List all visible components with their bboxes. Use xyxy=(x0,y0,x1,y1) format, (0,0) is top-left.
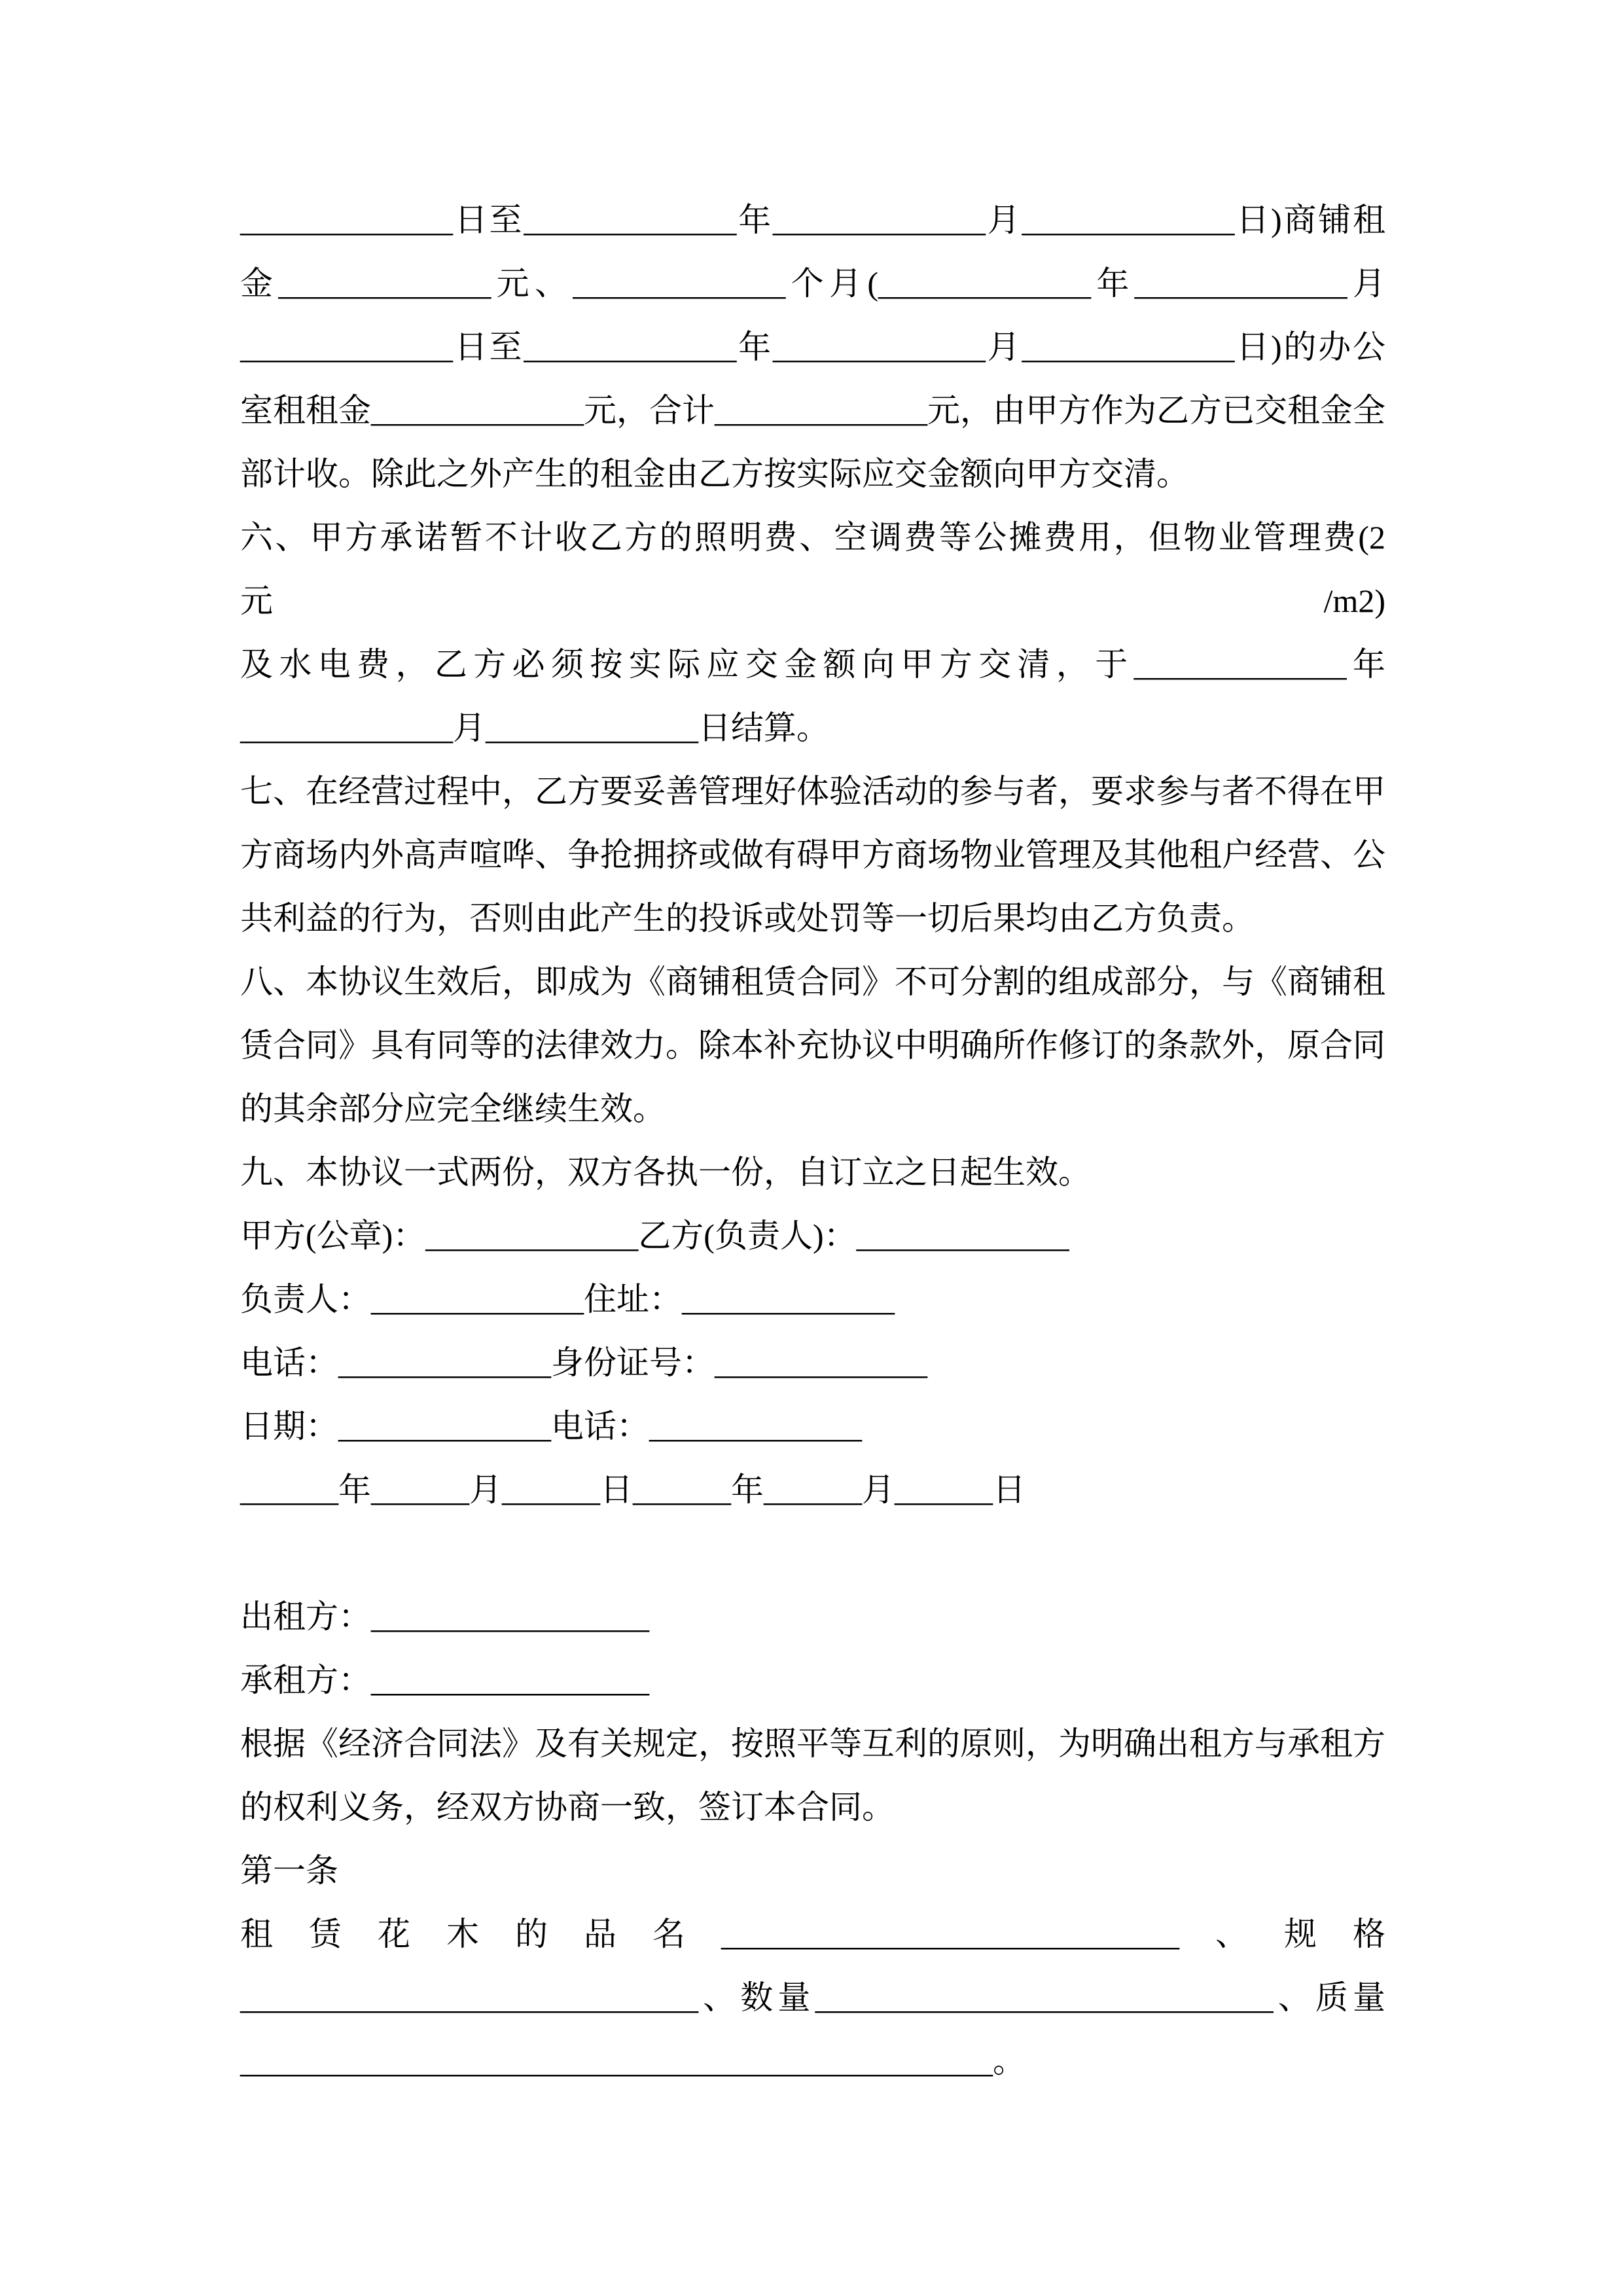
line-office-rent-total: 室租租金_____________元，合计_____________元，由甲方作为乙方已交租金全 xyxy=(240,392,1385,429)
line-phone-id-number: 电话：_____________身份证号：_____________ xyxy=(240,1344,927,1381)
line-clause-six-cont: 及水电费，乙方必须按实际应交金额向甲方交清，于_____________年 xyxy=(240,646,1385,683)
line-clause-eight-end: 的其余部分应完全继续生效。 xyxy=(240,1090,666,1127)
line-quality-blank-end: ______________________________________________。 xyxy=(240,2043,1026,2079)
line-clause-eight: 八、本协议生效后，即成为《商铺租赁合同》不可分割的组成部分，与《商铺租 xyxy=(240,963,1385,1000)
line-shop-rent-period: _____________日至_____________年_____________月_____________日)商铺租 xyxy=(240,202,1385,238)
line-clause-seven-end: 共利益的行为，否则由此产生的投诉或处罚等一切后果均由乙方负责。 xyxy=(240,900,1255,937)
line-rent-settlement: 部计收。除此之外产生的租金由乙方按实际应交金额向甲方交清。 xyxy=(240,456,1189,492)
line-office-rent-period: _____________日至_____________年_____________月_____________日)的办公 xyxy=(240,329,1385,365)
line-quantity-quality: ____________________________、数量____________________________、质量 xyxy=(240,1979,1385,2016)
line-lessee: 承租方：_________________ xyxy=(240,1662,649,1698)
line-date-phone: 日期：_____________电话：_____________ xyxy=(240,1408,862,1444)
line-plant-name-spec: 租赁花木的品名____________________________、规格 xyxy=(240,1916,1385,1952)
line-clause-seven-cont: 方商场内外高声喧哗、争抢拥挤或做有碍甲方商场物业管理及其他租户经营、公 xyxy=(240,836,1385,873)
line-shop-rent-amount: 金_____________元、_____________个月(_____________年_____________月 xyxy=(240,265,1385,302)
line-lessor: 出租方：_________________ xyxy=(240,1598,649,1635)
line-clause-six: 六、甲方承诺暂不计收乙方的照明费、空调费等公摊费用，但物业管理费(2 元/m2) xyxy=(240,519,1385,619)
line-clause-nine: 九、本协议一式两份，双方各执一份，自订立之日起生效。 xyxy=(240,1154,1091,1191)
line-clause-seven: 七、在经营过程中，乙方要妥善管理好体验活动的参与者，要求参与者不得在甲 xyxy=(240,773,1385,810)
line-party-a-party-b-sign: 甲方(公章)：_____________乙方(负责人)：_____________ xyxy=(240,1217,1069,1254)
line-article-one-heading: 第一条 xyxy=(240,1852,338,1889)
line-preamble-end: 的权利义务，经双方协商一致，签订本合同。 xyxy=(240,1789,895,1825)
line-clause-eight-cont: 赁合同》具有同等的法律效力。除本补充协议中明确所作修订的条款外，原合同 xyxy=(240,1027,1385,1064)
line-clause-six-end: _____________月_____________日结算。 xyxy=(240,709,829,746)
line-principal-address: 负责人：_____________住址：_____________ xyxy=(240,1281,895,1318)
line-date-blanks: ______年______月______日______年______月______日 xyxy=(240,1471,1026,1508)
blank-line-spacer xyxy=(240,1522,1385,1585)
line-preamble: 根据《经济合同法》及有关规定，按照平等互利的原则，为明确出租方与承租方 xyxy=(240,1725,1385,1762)
